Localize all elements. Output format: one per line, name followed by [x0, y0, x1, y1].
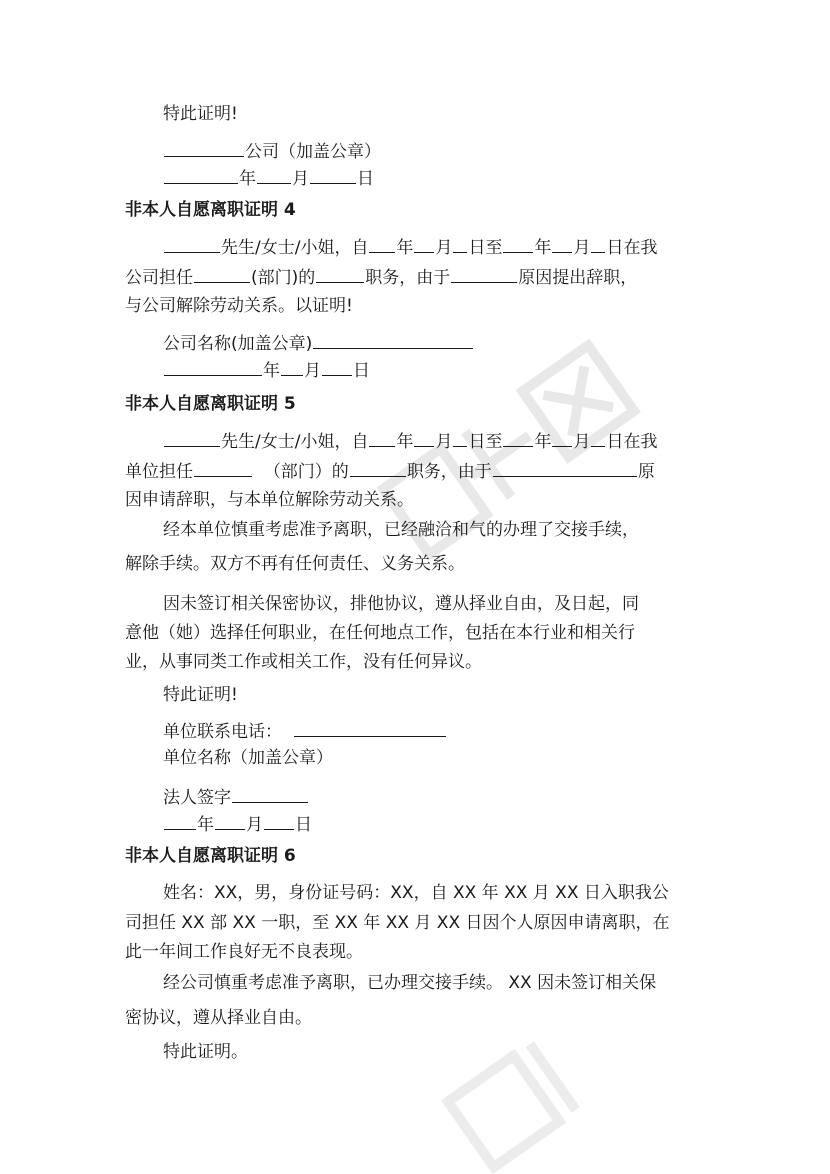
cert4-p1-line3: 与公司解除劳动关系。以证明! [125, 296, 353, 316]
cert5-p2-line2: 解除手续。双方不再有任何责任、义务关系。 [125, 554, 465, 574]
cert5-phone-line: 单位联系电话： [163, 722, 447, 742]
special-proof-text: 特此证明! [163, 104, 238, 124]
cert5-p3-line3: 业，从事同类工作或相关工作，没有任何异议。 [125, 652, 482, 672]
cert5-p1-line3: 因申请辞职，与本单位解除劳动关系。 [125, 490, 414, 510]
cert4-company-name-line: 公司名称(加盖公章) [163, 334, 474, 354]
cert4-date-line: 年 月 日 [163, 361, 370, 381]
blank-company[interactable] [164, 142, 244, 157]
cert5-p1-line1: 先生/女士/小姐，自 年 月 日至 年 月 日在我 [163, 432, 657, 452]
cert5-special-text: 特此证明! [163, 685, 238, 705]
date-line: 年 月 日 [163, 169, 374, 189]
cert5-legal-sign-line: 法人签字 [163, 788, 309, 808]
cert5-unit-name: 单位名称（加盖公章） [163, 748, 333, 768]
blank-day[interactable] [310, 169, 356, 184]
cert6-p1-line2: 司担任 XX 部 XX 一职，至 XX 年 XX 月 XX 日因个人原因申请离职，在 [125, 913, 670, 933]
cert5-p3-line2: 意他（她）选择任何职业，在任何地点工作，包括在本行业和相关行 [125, 623, 635, 643]
cert6-p2-line1: 经公司慎重考虑准予离职，已办理交接手续。 XX 因未签订相关保 [163, 973, 657, 993]
blank-month[interactable] [257, 169, 291, 184]
cert6-special-text: 特此证明。 [163, 1042, 248, 1062]
cert6-p2-line2: 密协议，遵从择业自由。 [125, 1008, 312, 1028]
blank-name[interactable] [164, 238, 220, 253]
blank-company-name[interactable] [313, 334, 473, 349]
company-seal-label: 公司（加盖公章） [245, 142, 381, 162]
cert5-title: 非本人自愿离职证明 5 [125, 394, 296, 414]
company-seal-line [163, 142, 381, 162]
cert6-title: 非本人自愿离职证明 6 [125, 846, 296, 866]
blank-signature[interactable] [232, 788, 308, 803]
cert4-p1-line1: 先生/女士/小姐，自 年 月 日至 年 月 日在我 [163, 238, 657, 258]
cert5-p2-line1: 经本单位慎重考虑准予离职，已经融洽和气的办理了交接手续， [163, 520, 639, 540]
cert4-title: 非本人自愿离职证明 4 [125, 200, 296, 220]
cert5-p1-line2: 单位担任 （部门）的 职务，由于 原 [125, 462, 655, 482]
cert6-p1-line3: 此一年间工作良好无不良表现。 [125, 942, 363, 962]
cert6-p1-line1: 姓名：XX，男，身份证号码：XX，自 XX 年 XX 月 XX 日入职我公 [163, 883, 669, 903]
blank-year[interactable] [164, 169, 238, 184]
cert5-p3-line1: 因未签订相关保密协议，排他协议，遵从择业自由，及日起，同 [163, 594, 639, 614]
blank-phone[interactable] [294, 722, 446, 737]
cert5-date-line: 年 月 日 [163, 815, 312, 835]
cert4-p1-line2: 公司担任 (部门)的 职务，由于 原因提出辞职， [125, 268, 638, 288]
